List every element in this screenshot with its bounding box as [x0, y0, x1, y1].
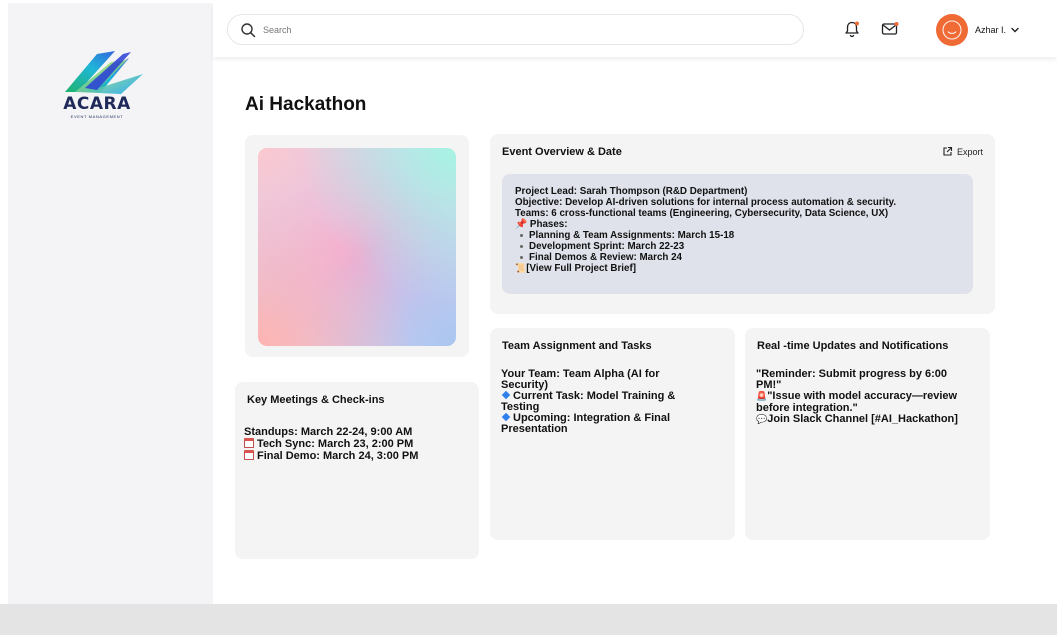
team-details: [501, 369, 686, 435]
sidebar: [8, 3, 213, 604]
bell-icon[interactable]: [843, 20, 861, 38]
blue-diamond-icon: [502, 391, 510, 399]
overview-title: Event Overview & Date: [502, 146, 622, 158]
upcoming-task-label: Upcoming: Integration & Final Presentation: [501, 412, 671, 435]
phase-item: [515, 252, 960, 263]
your-team-text: Your Team: Team Alpha (AI for Security): [501, 368, 660, 391]
search-input[interactable]: [263, 21, 783, 39]
chevron-down-icon[interactable]: [1010, 25, 1020, 35]
event-overview-card: [490, 134, 995, 314]
meeting-item: Standups: March 22-24, 9:00 AM: [244, 426, 413, 438]
issue-item: [756, 391, 966, 414]
meeting-item: [244, 438, 474, 450]
updates-card: [745, 328, 990, 540]
meetings-card: [235, 382, 479, 559]
page-title: Ai Hackathon: [245, 94, 367, 115]
meeting-label: Tech Sync: March 23, 2:00 PM: [257, 438, 414, 450]
search-box[interactable]: [227, 14, 804, 45]
export-button[interactable]: [942, 146, 983, 157]
blue-diamond-icon: [502, 413, 510, 421]
project-brief-label: [View Full Project Brief]: [526, 263, 637, 274]
calendar-icon: [244, 450, 254, 460]
current-task-item: [501, 391, 686, 413]
chat-icon: 💬: [756, 415, 768, 425]
phase-label: Development Sprint: March 22-23: [529, 241, 685, 252]
reminder-text: "Reminder: Submit progress by 6:00 PM!": [756, 368, 948, 391]
meetings-list: [244, 427, 474, 462]
brand-name: ACARA: [63, 94, 131, 114]
calendar-icon: [244, 438, 254, 448]
slack-label: Join Slack Channel [#AI_Hackathon]: [767, 413, 958, 425]
event-image-card: [245, 135, 469, 357]
brand-tagline: EVENT MANAGEMENT: [70, 114, 124, 119]
slack-item[interactable]: [756, 414, 966, 426]
project-lead-text: Project Lead: Sarah Thompson (R&D Department): [515, 186, 748, 197]
meeting-item: [244, 450, 474, 462]
issue-label: "Issue with model accuracy—review before integration.": [756, 390, 958, 414]
objective-text: Objective: Develop AI-driven solutions for internal process automation & security.: [515, 197, 897, 208]
alert-siren-icon: 🚨: [756, 392, 768, 402]
bullet-icon: [520, 245, 523, 248]
project-brief-link[interactable]: [515, 263, 960, 275]
event-cover-image: [258, 148, 456, 346]
upcoming-task-item: [501, 413, 686, 435]
bullet-icon: [520, 256, 523, 259]
document-icon: 📜: [515, 264, 527, 274]
user-name[interactable]: Azhar I.: [975, 25, 1007, 35]
teams-text: Teams: 6 cross-functional teams (Engineering, Cybersecurity, Data Science, UX): [515, 208, 889, 219]
export-label: Export: [956, 146, 983, 157]
smiley-avatar-icon: [936, 14, 968, 46]
updates-title: Real -time Updates and Notifications: [757, 340, 949, 352]
meetings-title: Key Meetings & Check-ins: [247, 394, 385, 406]
top-bar: [213, 3, 1057, 57]
phase-label: Final Demos & Review: March 24: [529, 252, 682, 263]
current-task-label: Current Task: Model Training & Testing: [501, 390, 676, 413]
bullet-icon: [520, 234, 523, 237]
avatar[interactable]: [936, 14, 968, 46]
team-title: Team Assignment and Tasks: [502, 340, 652, 352]
mail-icon[interactable]: [881, 21, 899, 37]
external-link-icon: [942, 146, 953, 157]
meeting-label: Final Demo: March 24, 3:00 PM: [257, 450, 419, 462]
search-icon: [240, 22, 256, 38]
team-assignment-card: [490, 328, 735, 540]
phase-label: Planning & Team Assignments: March 15-18: [529, 230, 735, 241]
phase-item: [515, 230, 960, 241]
updates-list: [756, 369, 966, 426]
phase-item: [515, 241, 960, 252]
phases-heading: 📌 Phases:: [515, 219, 568, 230]
brand-logo[interactable]: [57, 48, 147, 123]
overview-details: [502, 174, 973, 294]
